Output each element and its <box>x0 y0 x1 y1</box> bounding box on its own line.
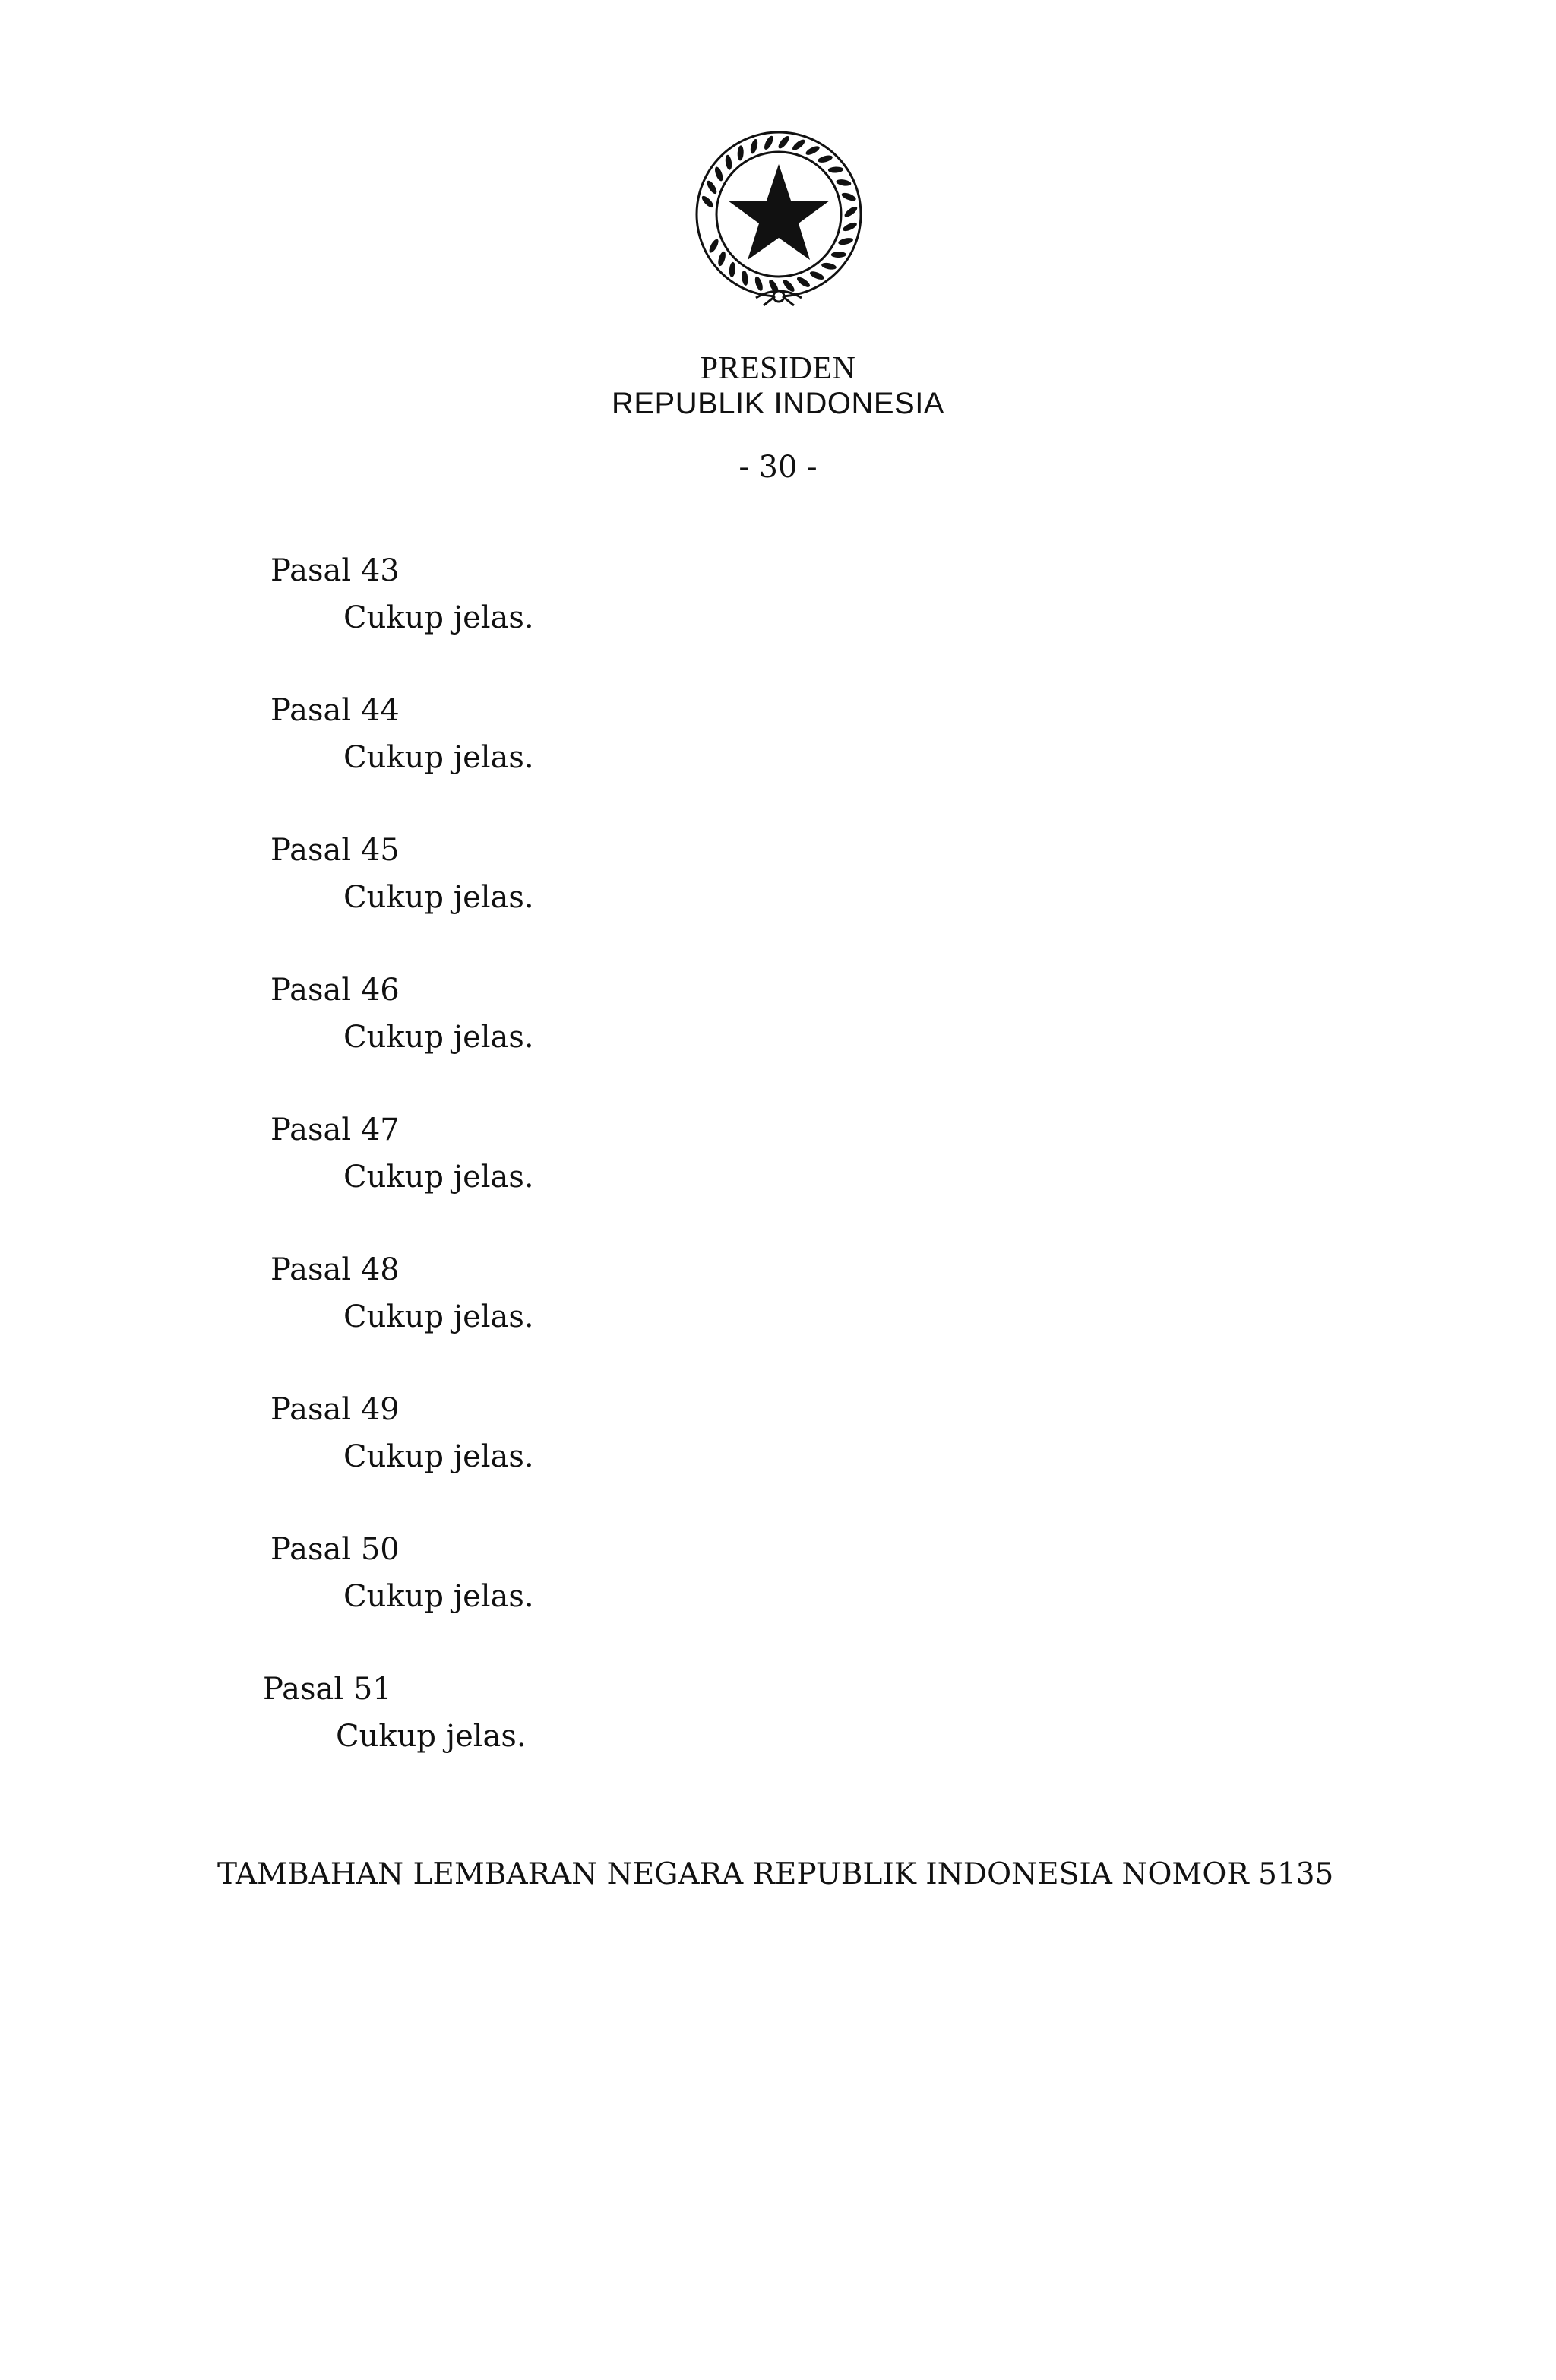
article-title: Pasal 48 <box>270 1252 400 1287</box>
article-body: Cukup jelas. <box>343 1020 534 1055</box>
article-body: Cukup jelas. <box>343 600 534 635</box>
article-title: Pasal 46 <box>270 973 400 1008</box>
article-title: Pasal 47 <box>270 1112 400 1147</box>
page-number: - 30 - <box>738 450 818 485</box>
header-republik-indonesia: REPUBLIK INDONESIA <box>611 387 944 420</box>
article-body: Cukup jelas. <box>343 1439 534 1474</box>
article-pasal-47 <box>270 1106 954 1201</box>
article-pasal-49 <box>270 1386 954 1480</box>
article-pasal-46 <box>270 967 954 1061</box>
article-body: Cukup jelas. <box>343 880 534 915</box>
article-pasal-48 <box>270 1246 954 1340</box>
article-pasal-50 <box>270 1526 954 1620</box>
article-body: Cukup jelas. <box>343 1160 534 1195</box>
article-body: Cukup jelas. <box>343 740 534 775</box>
article-pasal-51 <box>263 1666 947 1760</box>
article-pasal-43 <box>270 547 954 641</box>
article-title: Pasal 51 <box>263 1672 392 1707</box>
header-presiden: PRESIDEN <box>700 351 856 386</box>
article-title: Pasal 49 <box>270 1392 400 1427</box>
article-pasal-45 <box>270 827 954 921</box>
article-title: Pasal 45 <box>270 833 400 868</box>
article-title: Pasal 43 <box>270 553 400 588</box>
article-title: Pasal 44 <box>270 693 400 728</box>
article-title: Pasal 50 <box>270 1532 400 1567</box>
footer-note: TAMBAHAN LEMBARAN NEGARA REPUBLIK INDONESIA NOMOR 5135 <box>217 1857 1334 1891</box>
article-body: Cukup jelas. <box>343 1579 534 1614</box>
article-body: Cukup jelas. <box>336 1719 527 1754</box>
article-body: Cukup jelas. <box>343 1299 534 1334</box>
article-pasal-44 <box>270 687 954 781</box>
